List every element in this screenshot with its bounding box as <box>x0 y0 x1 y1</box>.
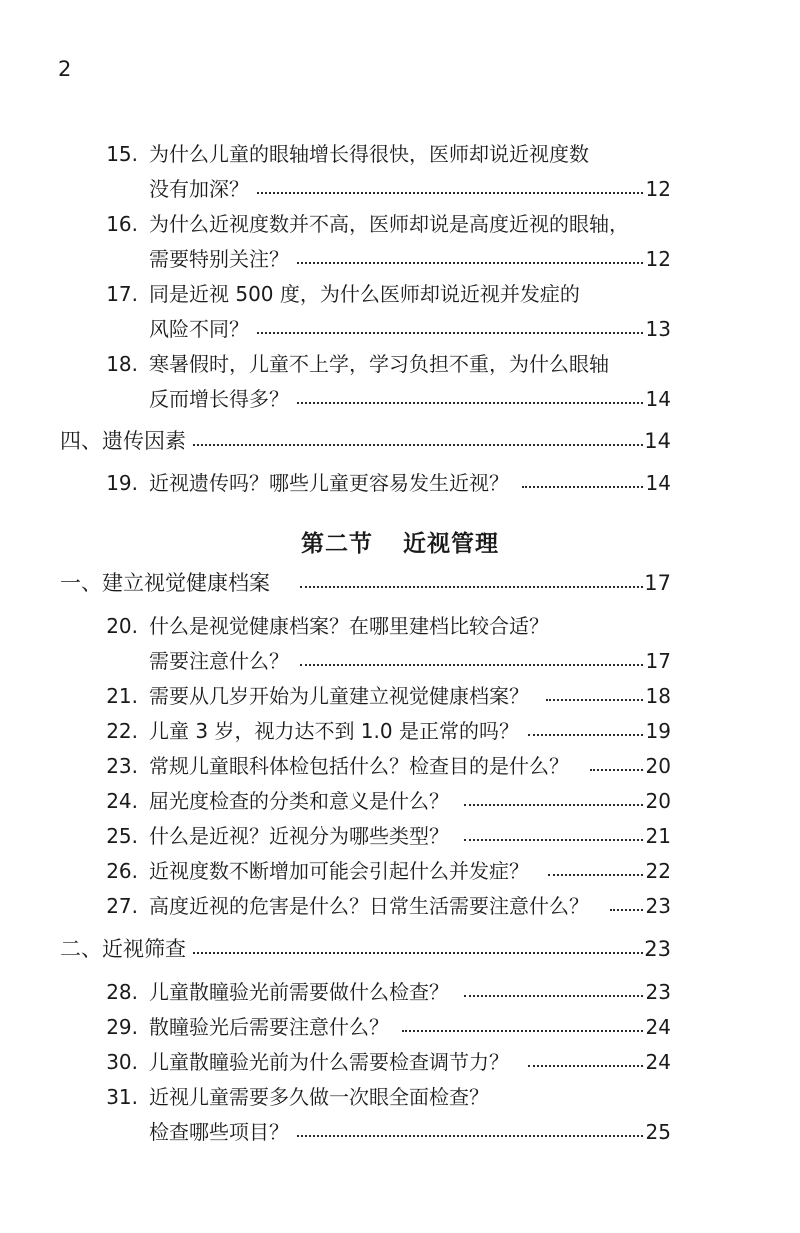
section-title: 二、近视筛查 <box>60 937 186 961</box>
toc-entry-31[interactable] <box>0 1080 800 1114</box>
section-page: 17 <box>644 571 671 595</box>
dot-leader <box>464 995 643 997</box>
entry-title-line: 高度近视的危害是什么？日常生活需要注意什么？ <box>149 894 589 918</box>
toc-entry-19[interactable] <box>0 466 800 500</box>
dot-leader <box>257 332 643 334</box>
toc-entry-22[interactable] <box>0 714 800 748</box>
entry-number: 31. <box>106 1085 138 1109</box>
dot-leader <box>548 874 643 876</box>
entry-title-line: 什么是近视？近视分为哪些类型？ <box>149 824 449 848</box>
entry-title-line: 反而增长得多？ <box>149 387 289 411</box>
entry-number: 19. <box>106 471 138 495</box>
entry-number: 26. <box>106 859 138 883</box>
toc-entry-24[interactable] <box>0 784 800 818</box>
toc-entry-18[interactable] <box>0 347 800 381</box>
dot-leader <box>590 769 643 771</box>
entry-number: 16. <box>106 212 138 236</box>
entry-page: 20 <box>645 754 671 778</box>
entry-number: 25. <box>106 824 138 848</box>
dot-leader <box>300 586 643 588</box>
entry-title-line: 近视遗传吗？哪些儿童更容易发生近视？ <box>149 471 509 495</box>
toc-entry-20-cont[interactable] <box>0 644 800 678</box>
dot-leader <box>193 444 643 446</box>
entry-title-line: 近视儿童需要多久做一次眼全面检查？ <box>149 1085 489 1109</box>
toc-entry-28[interactable] <box>0 975 800 1009</box>
entry-title-line: 需要特别关注？ <box>149 247 289 271</box>
dot-leader <box>522 486 643 488</box>
toc-section-heredity[interactable] <box>0 424 800 458</box>
toc-entry-16-cont[interactable] <box>0 242 800 276</box>
entry-number: 28. <box>106 980 138 1004</box>
entry-title-line: 散瞳验光后需要注意什么？ <box>149 1015 389 1039</box>
entry-title-line: 为什么儿童的眼轴增长得很快，医师却说近视度数 <box>149 142 589 166</box>
entry-number: 22. <box>106 719 138 743</box>
entry-page: 12 <box>645 247 671 271</box>
entry-number: 29. <box>106 1015 138 1039</box>
section-title: 四、遗传因素 <box>60 429 186 453</box>
entry-title-line: 需要注意什么？ <box>149 649 289 673</box>
chapter-number: 第二节 <box>301 531 373 557</box>
toc-entry-31-cont[interactable] <box>0 1115 800 1149</box>
toc-section-screening[interactable] <box>0 932 800 966</box>
page-number: 2 <box>58 57 72 81</box>
entry-number: 15. <box>106 142 138 166</box>
toc-entry-20[interactable] <box>0 609 800 643</box>
dot-leader <box>528 734 643 736</box>
entry-number: 30. <box>106 1050 138 1074</box>
dot-leader <box>297 402 643 404</box>
toc-entry-21[interactable] <box>0 679 800 713</box>
entry-page: 20 <box>645 789 671 813</box>
entry-page: 22 <box>645 859 671 883</box>
toc-entry-16[interactable] <box>0 207 800 241</box>
entry-number: 23. <box>106 754 138 778</box>
entry-page: 21 <box>645 824 671 848</box>
entry-page: 14 <box>645 387 671 411</box>
entry-title-line: 什么是视觉健康档案？在哪里建档比较合适？ <box>149 614 549 638</box>
section-page: 23 <box>644 937 671 961</box>
entry-page: 24 <box>645 1050 671 1074</box>
entry-number: 20. <box>106 614 138 638</box>
dot-leader <box>300 664 643 666</box>
dot-leader <box>464 804 643 806</box>
dot-leader <box>528 1065 643 1067</box>
dot-leader <box>464 839 643 841</box>
toc-entry-17[interactable] <box>0 277 800 311</box>
dot-leader <box>193 952 643 954</box>
dot-leader <box>257 192 643 194</box>
entry-page: 23 <box>645 894 671 918</box>
entry-page: 14 <box>645 471 671 495</box>
entry-page: 13 <box>645 317 671 341</box>
dot-leader <box>297 1135 643 1137</box>
toc-entry-25[interactable] <box>0 819 800 853</box>
entry-title-line: 屈光度检查的分类和意义是什么？ <box>149 789 449 813</box>
toc-entry-27[interactable] <box>0 889 800 923</box>
entry-page: 23 <box>645 980 671 1004</box>
entry-title-line: 为什么近视度数并不高，医师却说是高度近视的眼轴， <box>149 212 629 236</box>
section-title: 一、建立视觉健康档案 <box>60 571 270 595</box>
dot-leader <box>402 1030 643 1032</box>
entry-page: 24 <box>645 1015 671 1039</box>
toc-entry-15[interactable] <box>0 137 800 171</box>
toc-entry-15-cont[interactable] <box>0 172 800 206</box>
toc-entry-17-cont[interactable] <box>0 312 800 346</box>
entry-number: 21. <box>106 684 138 708</box>
entry-page: 17 <box>645 649 671 673</box>
toc-entry-29[interactable] <box>0 1010 800 1044</box>
entry-title-line: 常规儿童眼科体检包括什么？检查目的是什么？ <box>149 754 569 778</box>
entry-title-line: 需要从几岁开始为儿童建立视觉健康档案？ <box>149 684 529 708</box>
entry-number: 18. <box>106 352 138 376</box>
dot-leader <box>610 909 643 911</box>
entry-title-line: 儿童 3 岁，视力达不到 1.0 是正常的吗？ <box>149 719 519 743</box>
entry-title-line: 同是近视 500 度，为什么医师却说近视并发症的 <box>149 282 580 306</box>
toc-entry-26[interactable] <box>0 854 800 888</box>
entry-title-line: 寒暑假时，儿童不上学，学习负担不重，为什么眼轴 <box>149 352 609 376</box>
dot-leader <box>546 699 643 701</box>
toc-section-health-record[interactable] <box>0 566 800 600</box>
toc-entry-18-cont[interactable] <box>0 382 800 416</box>
chapter-name: 近视管理 <box>403 531 499 557</box>
toc-entry-23[interactable] <box>0 749 800 783</box>
entry-number: 17. <box>106 282 138 306</box>
section-page: 14 <box>644 429 671 453</box>
entry-title-line: 儿童散瞳验光前为什么需要检查调节力？ <box>149 1050 509 1074</box>
entry-number: 27. <box>106 894 138 918</box>
entry-page: 12 <box>645 177 671 201</box>
chapter-title <box>0 525 800 558</box>
entry-title-line: 风险不同？ <box>149 317 249 341</box>
entry-title-line: 近视度数不断增加可能会引起什么并发症？ <box>149 859 529 883</box>
entry-title-line: 没有加深？ <box>149 177 249 201</box>
entry-number: 24. <box>106 789 138 813</box>
entry-page: 25 <box>645 1120 671 1144</box>
entry-page: 19 <box>645 719 671 743</box>
entry-title-line: 检查哪些项目？ <box>149 1120 289 1144</box>
entry-title-line: 儿童散瞳验光前需要做什么检查？ <box>149 980 449 1004</box>
dot-leader <box>297 262 643 264</box>
toc-entry-30[interactable] <box>0 1045 800 1079</box>
entry-page: 18 <box>645 684 671 708</box>
